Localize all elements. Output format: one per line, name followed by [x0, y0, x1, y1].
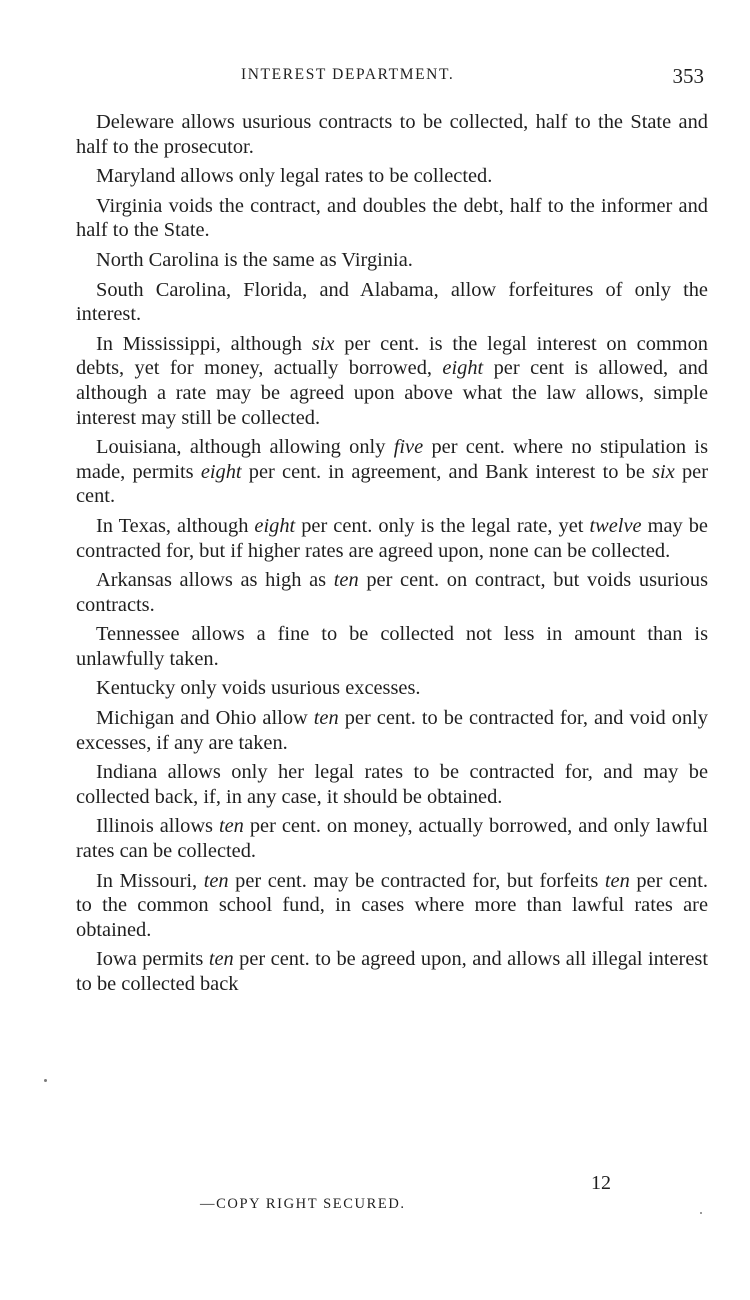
paragraph — [76, 568, 708, 617]
text-run: per cent. to be agreed upon, and allows all illegal interest to be collected back — [76, 948, 708, 995]
text-run: per cent. may be contracted for, but forfeits — [228, 869, 605, 892]
paragraph — [76, 248, 708, 273]
italic-text: eight — [200, 460, 242, 483]
paragraph — [76, 435, 708, 509]
paragraph — [76, 164, 708, 189]
text-run: Michigan and Ohio allow — [96, 707, 314, 730]
print-speck — [700, 1212, 702, 1214]
print-speck — [44, 1079, 47, 1082]
text-run: per cent. to be contracted for, and void only excesses, if any are taken. — [76, 707, 708, 754]
italic-text: ten — [313, 707, 339, 730]
text-run: per cent. only is the legal rate, yet — [295, 514, 590, 537]
text-run: per cent. on money, actually borrowed, and only lawful rates can be collected. — [76, 815, 708, 863]
italic-text: twelve — [589, 514, 642, 537]
text-run: per cent. where no stipulation is made, permits — [76, 436, 708, 483]
copyright-notice: —COPY RIGHT SECURED. — [200, 1196, 406, 1212]
italic-text: ten — [604, 869, 630, 892]
italic-text: ten — [218, 815, 244, 838]
text-run: Deleware allows usurious contracts to be collected, half to the State and half to the prosecutor. — [76, 111, 708, 158]
body-text — [76, 110, 708, 1002]
italic-text: six — [311, 332, 335, 355]
italic-text: ten — [333, 569, 359, 592]
paragraph — [76, 760, 708, 809]
signature-number: 12 — [591, 1172, 611, 1194]
page-footer — [0, 1170, 750, 1230]
text-run: per cent. — [76, 460, 708, 508]
running-title: INTEREST DEPARTMENT. — [241, 66, 455, 83]
text-run: Virginia voids the contract, and doubles the debt, half to the informer and half to the State. — [76, 194, 708, 242]
italic-text: six — [652, 460, 675, 483]
italic-text: ten — [208, 948, 234, 971]
text-run: Iowa permits — [96, 948, 209, 971]
text-run: Arkansas allows as high as — [96, 569, 334, 592]
text-run: South Carolina, Florida, and Alabama, allow forfeitures of only the interest. — [76, 278, 708, 326]
paragraph — [76, 814, 708, 863]
text-run: per cent. on contract, but voids usurious contracts. — [76, 569, 708, 616]
paragraph — [76, 194, 708, 243]
text-run: North Carolina is the same as Virginia. — [96, 248, 413, 271]
paragraph — [76, 869, 708, 943]
italic-text: five — [393, 436, 424, 459]
text-run: In Missouri, — [96, 869, 204, 892]
text-run: Louisiana, although allowing only — [96, 436, 394, 459]
italic-text: ten — [203, 869, 229, 892]
running-head — [0, 66, 750, 96]
paragraph — [76, 110, 708, 159]
text-run: Kentucky only voids usurious excesses. — [96, 677, 421, 700]
text-run: per cent. is the legal interest on common debts, yet for money, actually borrowed, — [76, 332, 708, 380]
paragraph — [76, 278, 708, 327]
text-run: Tennessee allows a fine to be collected not less in amount than is unlawfully taken. — [76, 623, 708, 670]
text-run: Maryland allows only legal rates to be collected. — [96, 165, 493, 188]
text-run: per cent. to the common school fund, in cases where more than lawful rates are obtained. — [76, 869, 708, 941]
italic-text: eight — [442, 357, 484, 380]
text-run: Illinois allows — [96, 815, 219, 838]
paragraph — [76, 706, 708, 755]
text-run: may be contracted for, but if higher rates are agreed upon, none can be collected. — [76, 514, 708, 562]
paragraph — [76, 676, 708, 701]
paragraph — [76, 947, 708, 996]
paragraph — [76, 332, 708, 430]
paragraph — [76, 622, 708, 671]
italic-text: eight — [254, 514, 296, 537]
text-run: per cent. in agreement, and Bank interest to be — [241, 460, 653, 483]
text-run: Indiana allows only her legal rates to be contracted for, and may be collected back, if, in any case, it should be obtained. — [76, 761, 708, 808]
text-run: In Texas, although — [96, 514, 255, 537]
text-run: In Mississippi, although — [96, 332, 312, 355]
text-run: per cent is allowed, and although a rate may be agreed upon above what the law allows, simple interest may still be collected. — [76, 357, 708, 429]
paragraph — [76, 514, 708, 563]
page-number: 353 — [672, 64, 704, 88]
